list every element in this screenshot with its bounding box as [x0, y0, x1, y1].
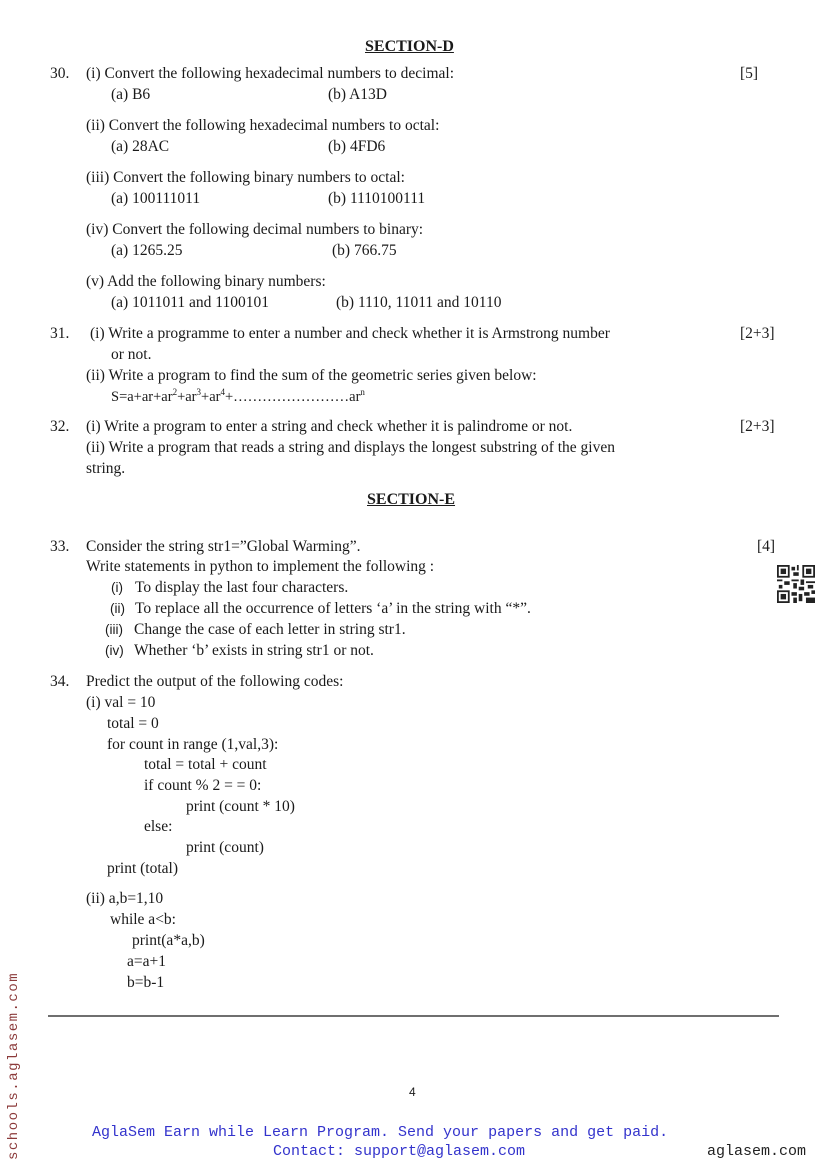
q33-item-text: To replace all the occurrence of letters ‘a’ in the string with “*”.	[135, 600, 531, 617]
question-number-34: 34.	[50, 673, 70, 690]
series-term: +ar	[177, 389, 197, 405]
marks-q30: [5]	[740, 65, 759, 82]
q31-part-i-cont: or not.	[111, 346, 152, 363]
q33-item-text: Whether ‘b’ exists in string str1 or not.	[134, 642, 374, 659]
code-line: total = 0	[107, 715, 159, 732]
q30-iv-a: (a) 1265.25	[111, 242, 183, 259]
q30-ii-a: (a) 28AC	[111, 138, 170, 155]
marks-q33: [4]	[757, 538, 776, 555]
q30-part-iv: (iv) Convert the following decimal numbers to binary:	[86, 221, 424, 238]
q33-intro: Consider the string str1=”Global Warming”.	[86, 538, 361, 555]
exponent: 2	[172, 387, 178, 397]
question-number-33: 33.	[50, 538, 70, 555]
q32-part-ii-cont: string.	[86, 460, 126, 477]
q31-part-i: (i) Write a programme to enter a number and check whether it is Armstrong number	[90, 325, 610, 342]
code-line: while a<b:	[110, 911, 176, 928]
q32-part-ii: (ii) Write a program that reads a string and displays the longest substring of the given	[86, 439, 615, 456]
q30-i-b: (b) A13D	[328, 86, 387, 103]
code-line: for count in range (1,val,3):	[107, 736, 279, 753]
code-line: else:	[144, 818, 173, 835]
q33-item-label: (iii)	[105, 622, 123, 637]
q33-item-text: To display the last four characters.	[135, 579, 349, 596]
marks-q32: [2+3]	[740, 418, 775, 435]
q30-part-i: (i) Convert the following hexadecimal numbers to decimal:	[86, 65, 455, 82]
q30-part-ii: (ii) Convert the following hexadecimal numbers to octal:	[86, 117, 440, 134]
code-line: print (count * 10)	[186, 798, 295, 815]
code-line: (ii) a,b=1,10	[86, 890, 164, 907]
code-line: a=a+1	[127, 953, 166, 970]
q33-item-label: (i)	[111, 580, 123, 595]
page-number: 4	[409, 1085, 416, 1099]
question-number-32: 32.	[50, 418, 70, 435]
code-line: b=b-1	[127, 974, 165, 991]
code-line: print(a*a,b)	[132, 932, 205, 949]
footer-divider	[48, 1015, 779, 1017]
code-line: (i) val = 10	[86, 694, 156, 711]
marks-q31: [2+3]	[740, 325, 775, 342]
exponent: n	[360, 387, 365, 397]
code-line: total = total + count	[144, 756, 267, 773]
q31-part-ii: (ii) Write a program to find the sum of the geometric series given below:	[86, 367, 537, 384]
code-line: print (total)	[107, 860, 179, 877]
code-line: if count % 2 = = 0:	[144, 777, 262, 794]
q33-item-label: (ii)	[110, 601, 125, 616]
q30-part-iii: (iii) Convert the following binary numbers to octal:	[86, 169, 405, 186]
site-link[interactable]: aglasem.com	[707, 1143, 807, 1160]
exponent: 4	[220, 387, 225, 397]
question-number-31: 31.	[50, 325, 70, 342]
exponent: 3	[196, 387, 202, 397]
q30-i-a: (a) B6	[111, 86, 151, 103]
series-term: S=a+ar+ar	[111, 389, 173, 405]
q30-v-b: (b) 1110, 11011 and 10110	[336, 294, 502, 311]
q34-intro: Predict the output of the following codes:	[86, 673, 344, 690]
q33-item-text: Change the case of each letter in string str1.	[134, 621, 406, 638]
code-line: print (count)	[186, 839, 264, 856]
q30-iii-a: (a) 100111011	[111, 190, 201, 207]
section-d-heading: SECTION-D	[365, 38, 454, 55]
q33-item-label: (iv)	[105, 643, 124, 658]
q30-v-a: (a) 1011011 and 1100101	[111, 294, 269, 311]
q30-ii-b: (b) 4FD6	[328, 138, 386, 155]
q33-instruction: Write statements in python to implement the following :	[86, 558, 435, 575]
series-term: +ar	[201, 389, 221, 405]
contact-link[interactable]: Contact: support@aglasem.com	[273, 1143, 526, 1160]
q30-iii-b: (b) 1110100111	[328, 190, 426, 207]
q30-iv-b: (b) 766.75	[332, 242, 397, 259]
promo-text: AglaSem Earn while Learn Program. Send your papers and get paid.	[92, 1124, 669, 1141]
geometric-series-formula	[111, 387, 365, 406]
series-term: +……………………ar	[224, 389, 361, 405]
qr-code-icon	[777, 565, 815, 603]
q32-part-i: (i) Write a program to enter a string and check whether it is palindrome or not.	[86, 418, 573, 435]
watermark-text: schools.aglasem.com	[6, 971, 22, 1160]
q30-part-v: (v) Add the following binary numbers:	[86, 273, 326, 290]
section-e-heading: SECTION-E	[367, 491, 456, 508]
question-number-30: 30.	[50, 65, 70, 82]
